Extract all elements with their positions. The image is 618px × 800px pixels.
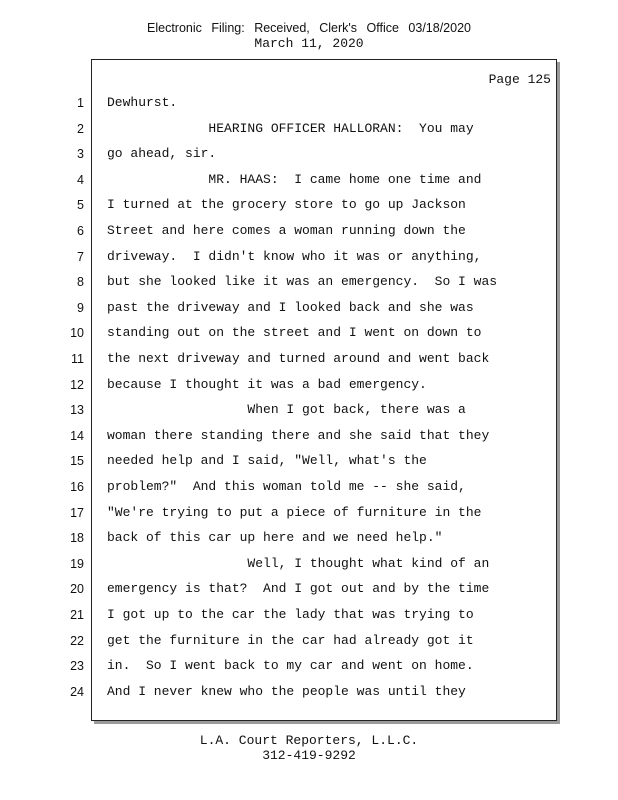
transcript-line (0, 554, 618, 574)
footer-phone: 312-419-9292 (262, 748, 356, 763)
transcript-line (0, 528, 618, 548)
line-text: get the furniture in the car had already got it (107, 632, 474, 648)
transcript-line (0, 272, 618, 292)
line-text: problem?" And this woman told me -- she said, (107, 479, 466, 494)
transcript-line (0, 93, 618, 113)
line-number: 17 (70, 505, 84, 520)
line-text: because I thought it was a bad emergency. (107, 376, 427, 392)
line-text: Dewhurst. (107, 95, 178, 110)
line-text: but she looked like it was an emergency. So I was (107, 274, 498, 290)
transcript-line (0, 503, 618, 523)
transcript-line (0, 119, 618, 139)
transcript-line (0, 323, 618, 343)
line-number: 14 (70, 428, 84, 443)
transcript-line (0, 375, 618, 395)
line-number: 2 (77, 121, 84, 136)
transcript-line (0, 195, 618, 215)
line-text: emergency is that? And I got out and by the time (107, 581, 490, 597)
line-number: 7 (77, 249, 84, 264)
line-text: I got up to the car the lady that was trying to (107, 607, 474, 622)
line-text: When I got back, there was a (107, 402, 466, 418)
transcript-line (0, 170, 618, 190)
line-number: 19 (70, 556, 84, 571)
line-text: the next driveway and turned around and went back (107, 351, 490, 366)
line-number: 18 (70, 531, 84, 546)
line-text: MR. HAAS: I came home one time and (107, 171, 482, 187)
line-text: driveway. I didn't know who it was or anything, (107, 248, 482, 264)
line-text: needed help and I said, "Well, what's the (107, 453, 427, 469)
line-text: go ahead, sir. (107, 146, 217, 162)
line-number: 24 (70, 684, 84, 699)
line-text: past the driveway and I looked back and she was (107, 299, 474, 315)
footer-company: L.A. Court Reporters, L.L.C. (199, 733, 419, 748)
line-number: 11 (71, 352, 84, 366)
transcript-line (0, 247, 618, 267)
line-number: 23 (70, 659, 84, 674)
transcript-line (0, 298, 618, 318)
line-number: 8 (77, 275, 84, 290)
line-number: 9 (77, 300, 84, 315)
line-number: 4 (77, 172, 84, 187)
line-number: 12 (70, 377, 84, 392)
line-text: And I never knew who the people was until they (107, 683, 466, 699)
transcript-line (0, 144, 618, 164)
transcript-line (0, 579, 618, 599)
filing-stamp: Electronic Filing: Received, Clerk's Office 03/18/2020 (147, 21, 471, 35)
line-text: back of this car up here and we need help." (107, 530, 443, 546)
transcript-line (0, 349, 618, 369)
line-number: 22 (70, 633, 84, 648)
line-number: 3 (77, 147, 84, 162)
transcript-line (0, 400, 618, 420)
line-number: 16 (70, 480, 84, 494)
line-text: "We're trying to put a piece of furniture in the (107, 504, 482, 520)
line-text: HEARING OFFICER HALLORAN: You may (107, 120, 474, 136)
line-number: 20 (70, 582, 84, 597)
transcript-line (0, 451, 618, 471)
line-text: standing out on the street and I went on down to (107, 325, 482, 341)
line-text: woman there standing there and she said that they (107, 427, 490, 443)
line-number: 6 (77, 224, 84, 238)
transcript-line (0, 682, 618, 702)
transcript-line (0, 221, 618, 241)
transcript-date: March 11, 2020 (254, 36, 364, 51)
line-text: I turned at the grocery store to go up Jackson (107, 197, 466, 213)
line-number: 5 (77, 198, 84, 213)
transcript-line (0, 631, 618, 651)
line-number: 15 (70, 454, 84, 469)
line-number: 13 (70, 403, 84, 418)
line-number: 21 (70, 608, 84, 622)
transcript-line (0, 426, 618, 446)
line-number: 10 (70, 326, 84, 341)
line-text: in. So I went back to my car and went on home. (107, 658, 474, 674)
line-number: 1 (77, 96, 84, 110)
transcript-line (0, 477, 618, 497)
page-number: Page 125 (488, 72, 551, 87)
transcript-line (0, 605, 618, 625)
transcript-line (0, 656, 618, 676)
line-text: Well, I thought what kind of an (107, 555, 490, 571)
line-text: Street and here comes a woman running down the (107, 223, 466, 238)
